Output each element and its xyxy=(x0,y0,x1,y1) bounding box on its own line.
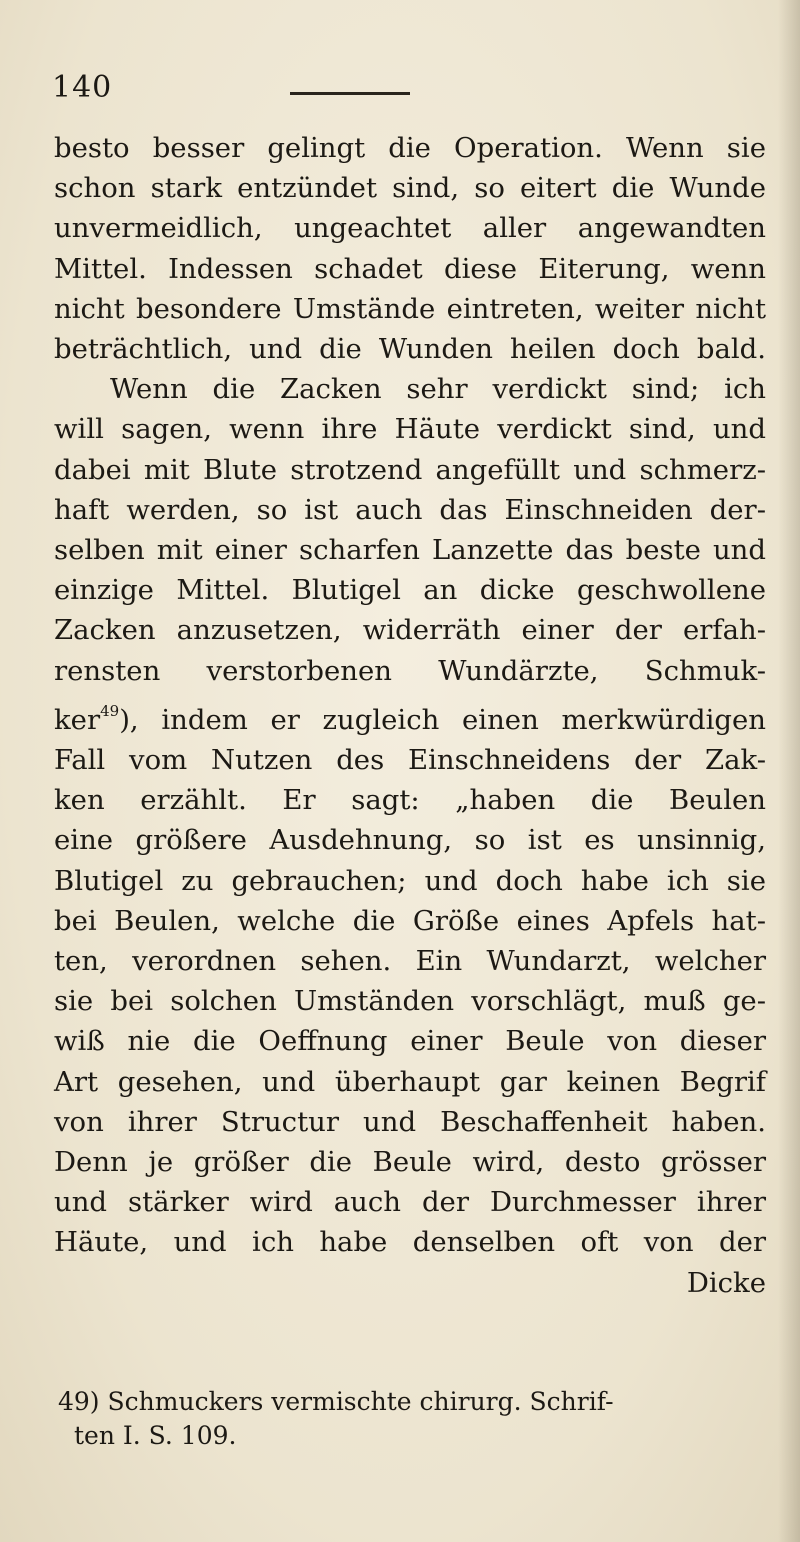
text-line: bei Beulen, welche die Größe eines Apfels hat- xyxy=(54,904,766,937)
text-line: Art gesehen, und überhaupt gar keinen Begrif xyxy=(54,1065,766,1098)
text-fragment: ), indem er zugleich einen merkwürdigen xyxy=(119,703,766,736)
text-line: will sagen, wenn ihre Häute verdickt sind, und xyxy=(54,413,766,446)
footnote xyxy=(58,1385,758,1453)
text-line: und stärker wird auch der Durchmesser ihrer xyxy=(54,1186,766,1219)
text-line: haft werden, so ist auch das Einschneiden der- xyxy=(54,493,766,526)
text-line: einzige Mittel. Blutigel an dicke geschwollene xyxy=(54,574,766,607)
text-line: besto besser gelingt die Operation. Wenn sie xyxy=(54,132,766,164)
text-line: eine größere Ausdehnung, so ist es unsinnig, xyxy=(54,824,766,857)
text-line xyxy=(54,691,766,740)
page-number: 140 xyxy=(52,70,113,105)
footnote-line: ten I. S. 109. xyxy=(74,1421,237,1450)
text-line: sie bei solchen Umständen vorschlägt, muß ge- xyxy=(54,985,766,1018)
footnote-text: Schmuckers vermischte chirurg. Schrif- xyxy=(107,1387,614,1416)
text-fragment: ker xyxy=(54,703,101,736)
text-line: Häute, und ich habe denselben oft von der xyxy=(54,1226,766,1259)
text-line: selben mit einer scharfen Lanzette das beste und xyxy=(54,534,766,567)
footnote-reference: 49 xyxy=(100,701,120,720)
text-line: ken erzählt. Er sagt: „haben die Beulen xyxy=(54,784,766,817)
paragraph-1 xyxy=(54,128,766,369)
text-line: von ihrer Structur und Beschaffenheit haben. xyxy=(54,1105,766,1138)
text-line: dabei mit Blute strotzend angefüllt und schmerz- xyxy=(54,453,766,486)
text-line: beträchtlich, und die Wunden heilen doch bald. xyxy=(54,333,766,366)
text-line: schon stark entzündet sind, so eitert die Wunde xyxy=(54,172,766,205)
page-edge-shadow xyxy=(778,0,800,1542)
text-line: nicht besondere Umstände eintreten, weiter nicht xyxy=(54,292,766,325)
text-line: Wenn die Zacken sehr verdickt sind; ich xyxy=(110,373,766,406)
footnote-line xyxy=(58,1385,758,1419)
text-line: rensten verstorbenen Wundärzte, Schmuk- xyxy=(54,654,766,687)
header-rule xyxy=(290,92,410,95)
text-line: Zacken anzusetzen, widerräth einer der erfah- xyxy=(54,614,766,647)
text-line: Fall vom Nutzen des Einschneidens der Zak- xyxy=(54,744,766,777)
text-line: Mittel. Indessen schadet diese Eiterung, wenn xyxy=(54,252,766,285)
text-line: Blutigel zu gebrauchen; und doch habe ich sie xyxy=(54,864,766,897)
text-line: wiß nie die Oeffnung einer Beule von dieser xyxy=(54,1025,766,1058)
body-text xyxy=(54,128,766,1303)
catchword: Dicke xyxy=(686,1266,766,1299)
footnote-marker: 49) xyxy=(58,1387,100,1416)
text-line: Denn je größer die Beule wird, desto grösser xyxy=(54,1146,766,1179)
text-line: unvermeidlich, ungeachtet aller angewandten xyxy=(54,212,766,245)
text-line: ten, verordnen sehen. Ein Wundarzt, welcher xyxy=(54,945,766,978)
paragraph-2 xyxy=(54,369,766,1262)
